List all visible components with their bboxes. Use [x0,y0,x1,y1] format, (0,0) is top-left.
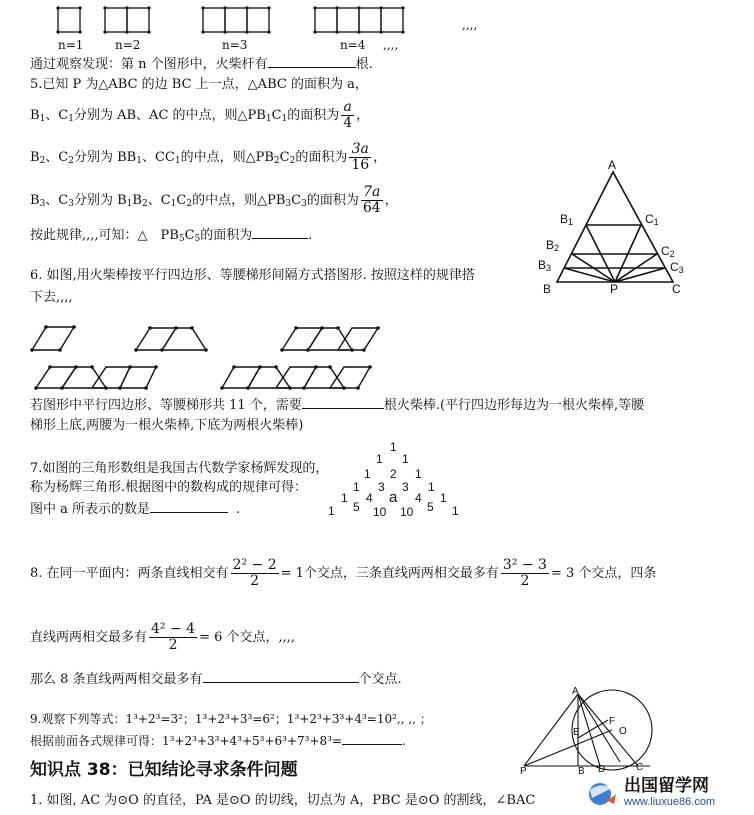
q5-label-B1: $B_1$ [560,212,574,227]
matchstick-sentence-start: 通过观察发现：第 n 个图形中，火柴杆有 [30,57,268,72]
q5-label-B: B [543,282,552,296]
q5-label-A: A [608,158,617,172]
q8-line2-pre: 直线两两相交最多有 [30,630,148,645]
q9-line2: 根据前面各式规律可得：1³+2³+3³+4³+5³+6³+7³+8³= . [30,734,406,748]
q6-line3-pre: 若图形中平行四边形、等腰梯形共 11 个，需要 [30,398,302,413]
q9-label-C: C [636,762,644,773]
pascal-r3-1: 3 [378,480,385,494]
q5-line3-pre: 分别为 BB [73,150,137,165]
pascal-r4-0: 1 [341,491,348,505]
q5-label-C3: $C_3$ [670,260,684,275]
q9-label-P: P [520,766,527,777]
q8-frac-4: $\frac{\text{4² − 4}}{2}$ [151,621,196,653]
q9-label-F: F [609,716,616,727]
pascal-r1-0: 1 [376,452,383,466]
q8-line3 [30,670,402,688]
q5-label-B3: $B_3$ [538,258,552,273]
q5-frac-3a16: $\frac{3a}{16}$ [351,141,370,173]
q5-line5-text: 按此规律,,,,可知：△ PB [30,228,179,243]
matchstick-sentence-end: 根. [355,57,373,72]
watermark [586,776,750,812]
q5-line2: $B_1$、$C_1$分别为 AB、AC 的中点，则$\triangle PB_1C_1$的面积为 $\frac{a}{4}$ ， [30,99,370,131]
q5-label-C2: $C_2$ [661,244,675,259]
q5-label-C1: $C_1$ [645,212,659,227]
q5-label-B2: $B_2$ [546,238,560,253]
q9-label-B: B [578,766,585,777]
pascal-r1-1: 1 [402,452,409,466]
q9-line1: 9.观察下列等式：1³+2³=3²；1³+2³+3³=6²；1³+2³+3³+4³=10²,, ,, ； [30,712,432,726]
q5-line3: $B_2$、$C_2$分别为 $BB_1$、$CC_1$的中点，则$\triangle PB_2C_2$的面积为 $\frac{3a}{16}$ ， [30,141,387,173]
q5-line2-post: 的面积为 [287,108,340,123]
fig-label-n4: n=4 [340,38,366,52]
q6-line4: 梯形上底,两腰为一根火柴棒,下底为两根火柴棒) [30,418,304,433]
q5-line1: 5.已知 P 为△ABC 的边 BC 上一点，△ABC 的面积为 a， [30,77,368,92]
q8-line3-post: 个交点. [358,672,402,687]
watermark-logo-icon [586,778,620,810]
q8-line2: 直线两两相交最多有 $\frac{\text{4² − 4}}{2}$ = 6 个交点，,,,, [30,621,296,653]
q6-line3-post: 根火柴棒.(平行四边形每边为一根火柴棒,等腰 [383,398,645,413]
fig-ellipsis: ,,,, [383,38,399,52]
q5-line4-pre: 分别为 B [73,193,127,208]
pascal-r2-0: 1 [364,467,371,481]
q9-label-A: A [572,686,579,697]
q8-frac-3: $\frac{\text{3² − 3}}{2}$ [502,557,547,589]
section-title: 知识点 38：已知结论寻求条件问题 [30,760,298,780]
q7-line1: 7.如图的三角形数组是我国古代数学家杨辉发现的， [30,461,329,476]
answer-blank[interactable] [302,396,384,409]
pascal-r3-0: 1 [353,480,360,494]
pascal-r0-0: 1 [390,440,397,454]
pascal-r2-1: 2 [390,467,397,481]
q5-line2-pre: 分别为 AB、AC 的中点，则△PB [73,108,266,123]
watermark-title: 出国留学网 [624,776,709,796]
q5-label-C: C [672,282,681,296]
q7-line2: 称为杨辉三角形.根据图中的数构成的规律可得： [30,480,308,495]
q6-matchstick-figures [28,322,408,402]
pascal-r4-3: 4 [415,491,422,505]
answer-blank[interactable] [203,670,359,683]
pascal-r4-4: 1 [440,491,447,505]
q5-label-P: P [610,282,619,296]
pascal-r5-4: 5 [427,500,434,514]
answer-blank[interactable] [150,500,228,513]
fig-label-n1: n=1 [58,38,84,52]
q7-line3-pre: 图中 a 所表示的数是 [30,502,151,517]
pascal-r3-2: 3 [402,480,409,494]
pascal-r5-1: 5 [353,500,360,514]
q9-label-E: E [573,727,580,738]
pascal-r4-1: 4 [366,491,373,505]
q7-line3: 图中 a 所表示的数是 . [30,502,241,517]
pascal-r2-2: 1 [415,467,422,481]
answer-blank[interactable] [252,226,308,239]
q8-line3-pre: 那么 8 条直线两两相交最多有 [30,672,203,687]
q8-line1: 8. 在同一平面内：两条直线相交有 $\frac{\text{2² − 2}}{2}$ = 1个交点，三条直线两两相交最多有 $\frac{\text{3² − 3}}{2}$ = 3 个交点，四条 [30,557,657,589]
answer-blank[interactable] [268,55,356,68]
q6-line3 [30,396,644,414]
fig-trailing-ellipsis: ,,,, [462,18,478,32]
watermark-url: www.liuxue86.com [624,796,716,808]
answer-blank[interactable] [342,732,402,745]
q9-label-O: O [619,726,627,737]
q6-line1: 6. 如图,用火柴棒按平行四边形、等腰梯形间隔方式搭图形. 按照这样的规律搭 [30,268,475,283]
q8-frac-2: $\frac{\text{2² − 2}}{2}$ [232,557,277,589]
pascal-r4-a: a [389,489,398,506]
pascal-r3-3: 1 [428,480,435,494]
section-q1: 1. 如图, AC 为⊙O 的直径，PA 是⊙O 的切线，切点为 A，PBC 是⊙O 的割线，∠BAC [30,793,536,808]
matchstick-question [30,55,373,73]
q5-line4: $B_3$、$C_3$分别为 $B_1B_2$、$C_1C_2$的中点，则$\triangle PB_3C_3$的面积为 $\frac{7a}{64}$ ， [30,184,398,216]
pascal-r5-0: 1 [328,504,335,518]
q5-line5: 按此规律,,,,可知：△ $PB_5C_5$的面积为 . [30,228,313,244]
q8-line1-pre: 8. 在同一平面内：两条直线相交有 [30,566,229,581]
pascal-r5-5: 1 [452,504,459,518]
pascal-r5-2: 10 [373,505,387,519]
pascal-r5-3: 10 [400,505,414,519]
q9-label-D: D [598,764,606,775]
q5-frac-7a64: $\frac{7a}{64}$ [362,184,381,216]
fig-label-n3: n=3 [222,38,248,52]
q5-frac-a4: $\frac{a}{4}$ [343,99,353,131]
q6-line2: 下去,,,, [30,290,73,305]
q9-line2-pre: 根据前面各式规律可得：1³+2³+3³+4³+5³+6³+7³+8³= [30,734,343,748]
fig-label-n2: n=2 [115,38,141,52]
